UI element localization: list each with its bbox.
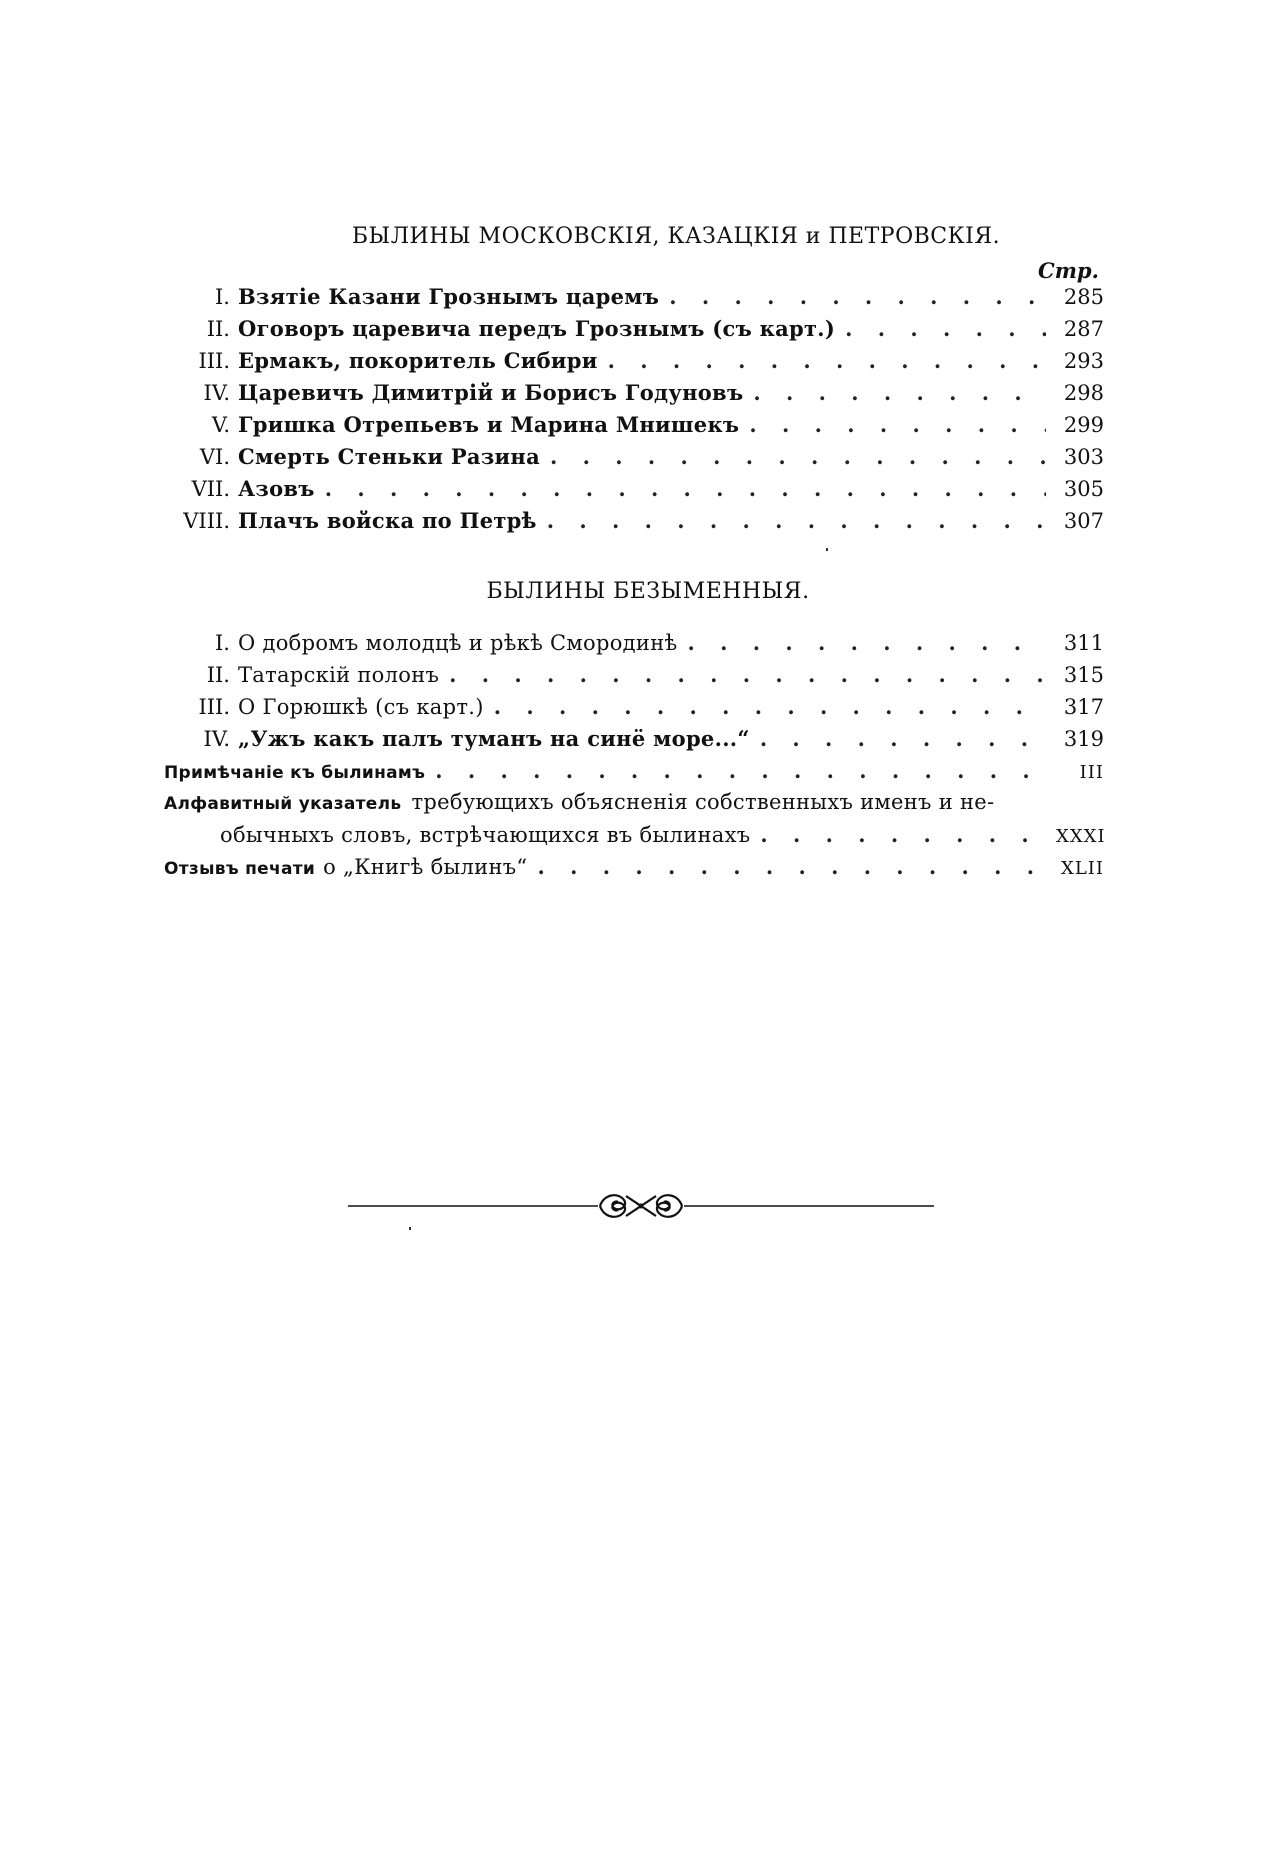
print-speck [409, 1227, 411, 1230]
page-column-header: Стр. [1038, 258, 1099, 283]
entry-number: VIII. [183, 509, 230, 533]
toc-entry [170, 694, 1104, 726]
entry-number: IV. [203, 381, 230, 405]
entry-page: 319 [1063, 727, 1104, 751]
dot-leader [494, 694, 1046, 719]
dot-leader [435, 758, 1046, 783]
entry-number: III. [198, 349, 230, 373]
print-speck [826, 548, 828, 551]
entry-title-continued: требующихъ объясненія собственныхъ именъ и не- [411, 790, 995, 814]
entry-number: III. [198, 695, 230, 719]
toc-entry [170, 284, 1104, 316]
dot-leader [608, 348, 1046, 373]
dot-leader [547, 508, 1046, 533]
entry-page: III [1079, 762, 1104, 783]
toc-entry [170, 726, 1104, 758]
dot-leader [669, 284, 1046, 309]
entry-title: Ермакъ, покоритель Сибири [238, 348, 598, 373]
toc-nameless [164, 630, 1106, 886]
entry-page: 299 [1063, 413, 1104, 437]
entry-title: Смерть Стеньки Разина [238, 444, 540, 469]
entry-title: Плачъ войска по Петрѣ [238, 508, 537, 533]
dot-leader [550, 444, 1046, 469]
entry-title: О Горюшкѣ (съ карт.) [238, 695, 484, 719]
entry-page: XLII [1061, 858, 1104, 879]
entry-title: Царевичъ Димитрій и Борисъ Годуновъ [238, 380, 744, 405]
entry-title: Татарскій полонъ [238, 663, 440, 687]
toc-entry [170, 662, 1104, 694]
toc-entry [170, 508, 1104, 540]
entry-number: V. [211, 413, 230, 437]
entry-title: Азовъ [238, 476, 315, 501]
entry-title: Гришка Отрепьевъ и Марина Мнишекъ [238, 412, 740, 437]
toc-entry-index-continued [170, 822, 1104, 854]
entry-title: О добромъ молодцѣ и рѣкѣ Смородинѣ [238, 631, 678, 655]
entry-number: II. [206, 663, 230, 687]
ornament-divider-icon [348, 1186, 934, 1226]
section-title-nameless: БЫЛИНЫ БЕЗЫМЕННЫЯ. [486, 579, 810, 604]
toc-entry-index [164, 790, 1104, 822]
dot-leader [687, 630, 1046, 655]
dot-leader [845, 316, 1046, 341]
entry-title-second-line: обычныхъ словъ, встрѣчающихся въ былинахъ [220, 823, 751, 847]
entry-page: 298 [1063, 381, 1104, 405]
entry-number: II. [206, 317, 230, 341]
entry-number: I. [215, 631, 230, 655]
dot-leader [325, 476, 1046, 501]
toc-entry-notes [164, 758, 1104, 790]
entry-page: 293 [1063, 349, 1104, 373]
entry-title-lead: Отзывъ печати [164, 859, 316, 879]
entry-page: 317 [1063, 695, 1104, 719]
dot-leader [537, 854, 1046, 879]
dot-leader [753, 380, 1046, 405]
dot-leader [449, 662, 1046, 687]
entry-page: 303 [1063, 445, 1104, 469]
entry-page: 311 [1063, 631, 1104, 655]
toc-entry-reviews [164, 854, 1104, 886]
toc-entry [170, 316, 1104, 348]
toc-entry [170, 380, 1104, 412]
entry-number: I. [215, 285, 230, 309]
dot-leader [760, 822, 1046, 847]
entry-title: Примѣчаніе къ былинамъ [164, 763, 426, 783]
entry-page: 307 [1063, 509, 1104, 533]
entry-title-continued: о „Книгѣ былинъ“ [323, 855, 528, 879]
entry-number: IV. [203, 727, 230, 751]
entry-page: XXXI [1056, 826, 1106, 847]
entry-number: VI. [199, 445, 230, 469]
dot-leader [749, 412, 1046, 437]
toc-moscow [170, 284, 1104, 540]
entry-title: Взятіе Казани Грознымъ царемъ [238, 284, 660, 309]
toc-entry [170, 476, 1104, 508]
entry-page: 285 [1063, 285, 1104, 309]
entry-page: 305 [1063, 477, 1104, 501]
entry-number: VII. [191, 477, 230, 501]
entry-title-lead: Алфавитный указатель [164, 794, 402, 814]
entry-page: 287 [1063, 317, 1104, 341]
entry-title: Оговоръ царевича передъ Грознымъ (съ карт.) [238, 316, 836, 341]
toc-entry [170, 444, 1104, 476]
toc-entry [170, 630, 1104, 662]
dot-leader [760, 726, 1046, 751]
toc-entry [170, 412, 1104, 444]
entry-title: „Ужъ какъ палъ туманъ на синё море...“ [238, 726, 750, 751]
section-title-moscow: БЫЛИНЫ МОСКОВСКІЯ, КАЗАЦКІЯ и ПЕТРОВСКІЯ. [351, 224, 1001, 249]
entry-page: 315 [1063, 663, 1104, 687]
toc-entry [170, 348, 1104, 380]
